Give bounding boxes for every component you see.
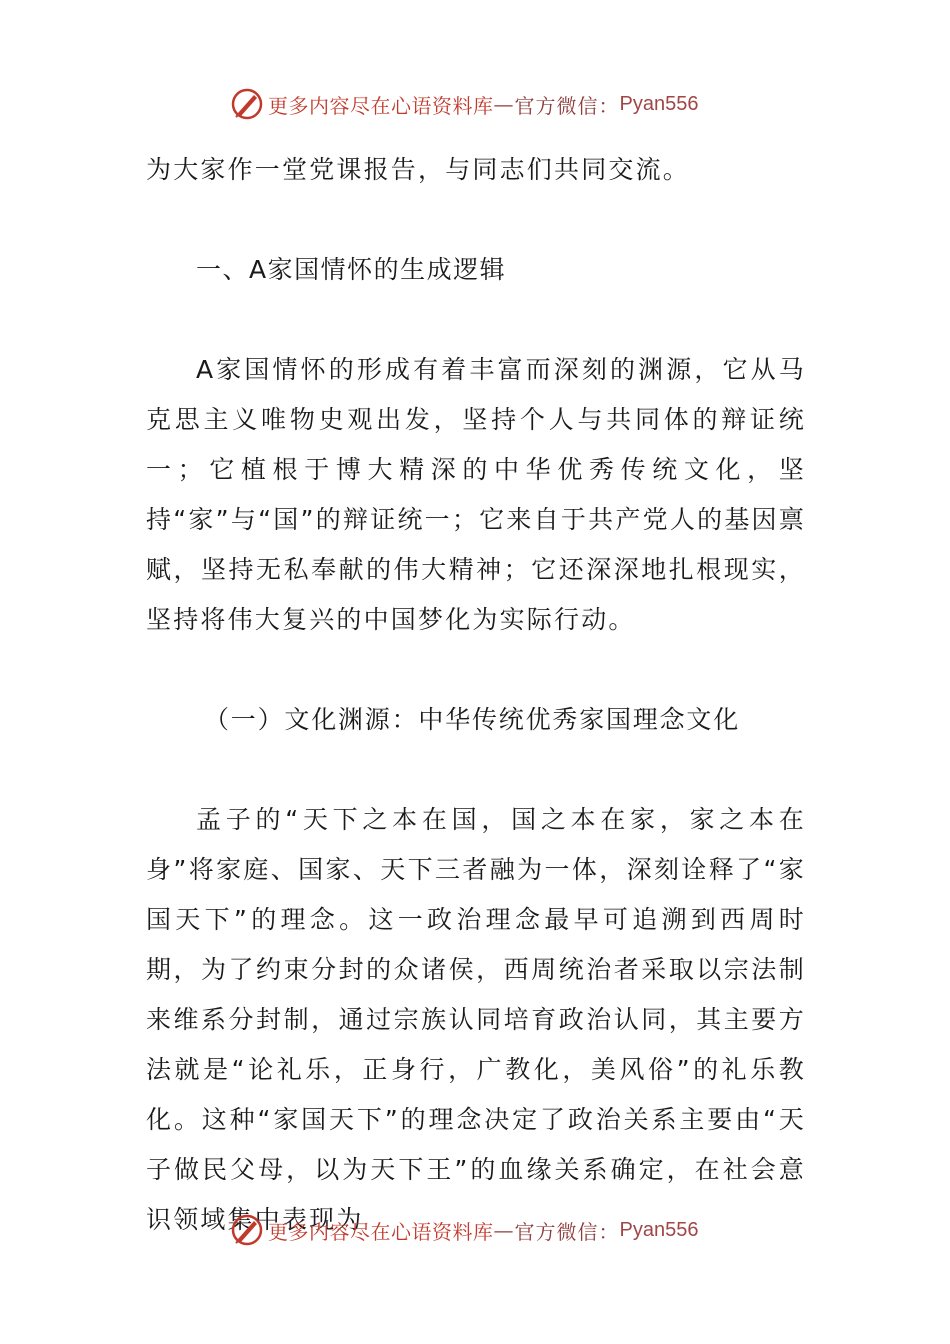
section-heading: 一、A家国情怀的生成逻辑: [196, 255, 507, 284]
watermark-text: 更多内容尽在心语资料库: [268, 1219, 494, 1244]
watermark-contact-id: Pyan556: [619, 1218, 699, 1241]
document-body: [146, 145, 806, 1245]
watermark-banner-top: [230, 84, 698, 124]
section-paragraph: A家国情怀的形成有着丰富而深刻的渊源，它从马克思主义唯物史观出发，坚持个人与共同体的辩证统一；它植根于博大精深的中华优秀传统文化，坚持“家”与“国”的辩证统一；它来自于共产党人的基因禀赋，坚持无私奉献的伟大精神；它还深深地扎根现实，坚持将伟大复兴的中国梦化为实际行动。: [146, 355, 806, 634]
subsection-paragraph: 孟子的“天下之本在国，国之本在家，家之本在身”将家庭、国家、天下三者融为一体，深刻诠释了“家国天下”的理念。这一政治理念最早可追溯到西周时期，为了约束分封的众诸侯，西周统治者采取以宗法制来维系分封制，通过宗族认同培育政治认同，其主要方法就是“论礼乐，正身行，广教化，美风俗”的礼乐教化。这种“家国天下”的理念决定了政治关系主要由“天子做民父母，以为天下王”的血缘关系确定，在社会意识领域集中表现为: [146, 805, 806, 1234]
watermark-separator: —: [493, 1218, 515, 1242]
watermark-contact-label: 官方微信：: [514, 1219, 620, 1244]
subsection-heading: （一）文化渊源：中华传统优秀家国理念文化: [204, 705, 741, 734]
pen-logo-icon: [230, 1213, 264, 1247]
watermark-contact-label: 官方微信：: [514, 93, 620, 118]
intro-line: 为大家作一堂党课报告，与同志们共同交流。: [146, 155, 691, 184]
watermark-text: 更多内容尽在心语资料库: [268, 93, 494, 118]
pen-logo-icon: [230, 87, 264, 121]
watermark-separator: —: [493, 92, 515, 116]
watermark-banner-bottom: [230, 1210, 698, 1250]
watermark-contact-id: Pyan556: [619, 92, 699, 115]
